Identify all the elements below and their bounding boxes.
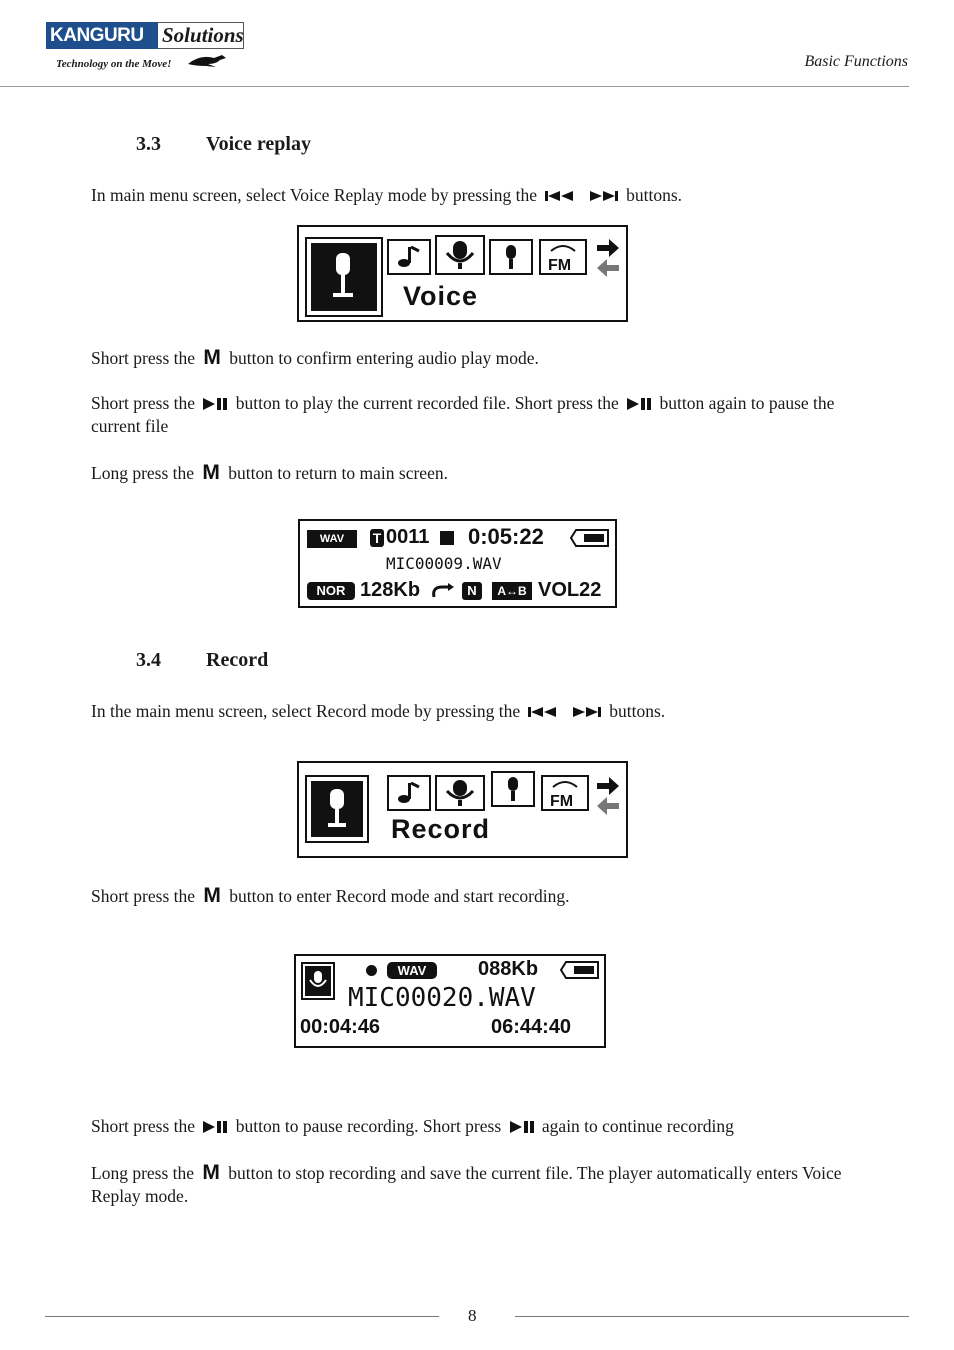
svg-text:FM: FM <box>548 257 572 274</box>
section-34-paragraph-2 <box>91 1115 881 1138</box>
play-pause-icon <box>626 397 652 411</box>
section-34-intro <box>91 700 881 723</box>
music-icon <box>387 775 431 811</box>
repeat-icon <box>430 583 456 601</box>
elapsed-time: 00:04:46 <box>300 1016 381 1038</box>
section-34-number: 3.4 <box>136 649 161 671</box>
text: button again to pause the current file <box>91 393 835 436</box>
header-divider <box>0 86 909 87</box>
bitrate: 128Kb <box>360 579 421 601</box>
text: button to stop recording and save the current file. The player automatically enters Voice Replay mode. <box>91 1163 842 1206</box>
previous-icon <box>527 705 559 719</box>
voice-menu-screen <box>297 225 628 322</box>
arrows-icon <box>595 235 621 279</box>
text: Long press the <box>91 1163 195 1183</box>
play-time: 0:05:22 <box>468 524 544 549</box>
text: Short press the <box>91 393 196 413</box>
kanguru-logo <box>46 22 246 78</box>
header-section-label: Basic Functions <box>804 53 908 70</box>
voice-replay-screen <box>298 519 617 608</box>
play-pause-icon <box>202 397 228 411</box>
record-size: 088Kb <box>478 958 539 980</box>
eq-tag: NOR <box>307 582 355 600</box>
section-33-number: 3.3 <box>136 133 161 155</box>
intro-text: In the main menu screen, select Record mode by pressing the <box>91 701 521 721</box>
footer-rule-left <box>45 1316 439 1317</box>
text: Long press the <box>91 463 195 483</box>
section-33-title: Voice replay <box>206 133 311 155</box>
record-menu-screen <box>297 761 628 858</box>
record-menu-label: Record <box>391 814 491 844</box>
text: button to return to main screen. <box>228 463 448 483</box>
voice-icon <box>489 239 533 275</box>
logo-main-text: KANGURU <box>50 25 144 46</box>
track-number: 0011 <box>386 526 430 548</box>
track-icon: T <box>370 529 384 547</box>
recording-screen <box>294 954 606 1048</box>
section-33-paragraph-1 <box>91 346 881 370</box>
record-selected-icon <box>305 775 369 843</box>
section-34-title: Record <box>206 649 269 671</box>
m-key-icon: M <box>202 1161 220 1184</box>
arrows-icon <box>595 773 621 817</box>
recording-dot-icon <box>366 965 377 976</box>
fm-radio-icon <box>541 775 589 811</box>
play-pause-icon <box>509 1120 535 1134</box>
format-tag: WAV <box>307 530 357 548</box>
ab-tag: A↔B <box>492 582 532 600</box>
kangaroo-icon <box>186 52 234 68</box>
record-file-name: MIC00020.WAV <box>348 983 536 1013</box>
file-name: MIC00009.WAV <box>386 554 502 573</box>
text: Short press the <box>91 1116 196 1136</box>
previous-icon <box>544 189 576 203</box>
voice-selected-icon <box>305 237 383 317</box>
logo-sub-text: Solutions <box>162 23 244 47</box>
text: button to confirm entering audio play mode. <box>229 348 539 368</box>
remaining-time: 06:44:40 <box>491 1016 572 1038</box>
volume: VOL22 <box>538 579 602 601</box>
page-number: 8 <box>468 1306 477 1325</box>
m-key-icon: M <box>203 346 221 369</box>
record-mode-icon <box>301 962 335 1000</box>
battery-icon <box>570 529 610 547</box>
section-34-paragraph-1 <box>91 884 881 908</box>
music-icon <box>387 239 431 275</box>
section-33-paragraph-2 <box>91 392 881 438</box>
footer-rule-right <box>515 1316 909 1317</box>
intro-text-end: buttons. <box>609 701 666 721</box>
record-mic-icon <box>435 775 485 811</box>
m-key-icon: M <box>203 884 221 907</box>
intro-text: In main menu screen, select Voice Replay mode by pressing the <box>91 185 537 205</box>
text: Short press the <box>91 886 196 906</box>
m-key-icon: M <box>202 461 220 484</box>
text: again to continue recording <box>541 1116 734 1136</box>
text: button to pause recording. Short press <box>235 1116 502 1136</box>
voice-icon <box>491 771 535 807</box>
logo-tagline: Technology on the Move! <box>56 58 172 70</box>
play-pause-icon <box>202 1120 228 1134</box>
next-icon <box>587 189 619 203</box>
fm-radio-icon <box>539 239 587 275</box>
stop-icon <box>440 531 454 545</box>
section-33-paragraph-3 <box>91 461 881 485</box>
format-tag: WAV <box>387 962 437 979</box>
mode-tag: N <box>462 582 482 600</box>
text: button to enter Record mode and start recording. <box>229 886 570 906</box>
svg-text:FM: FM <box>550 793 574 810</box>
intro-text-end: buttons. <box>626 185 683 205</box>
record-mic-icon <box>435 235 485 275</box>
section-34-paragraph-3 <box>91 1161 881 1208</box>
voice-menu-label: Voice <box>403 281 479 311</box>
text: Short press the <box>91 348 196 368</box>
section-33-intro <box>91 184 881 207</box>
battery-icon <box>560 961 600 979</box>
next-icon <box>570 705 602 719</box>
text: button to play the current recorded file. Short press the <box>235 393 619 413</box>
